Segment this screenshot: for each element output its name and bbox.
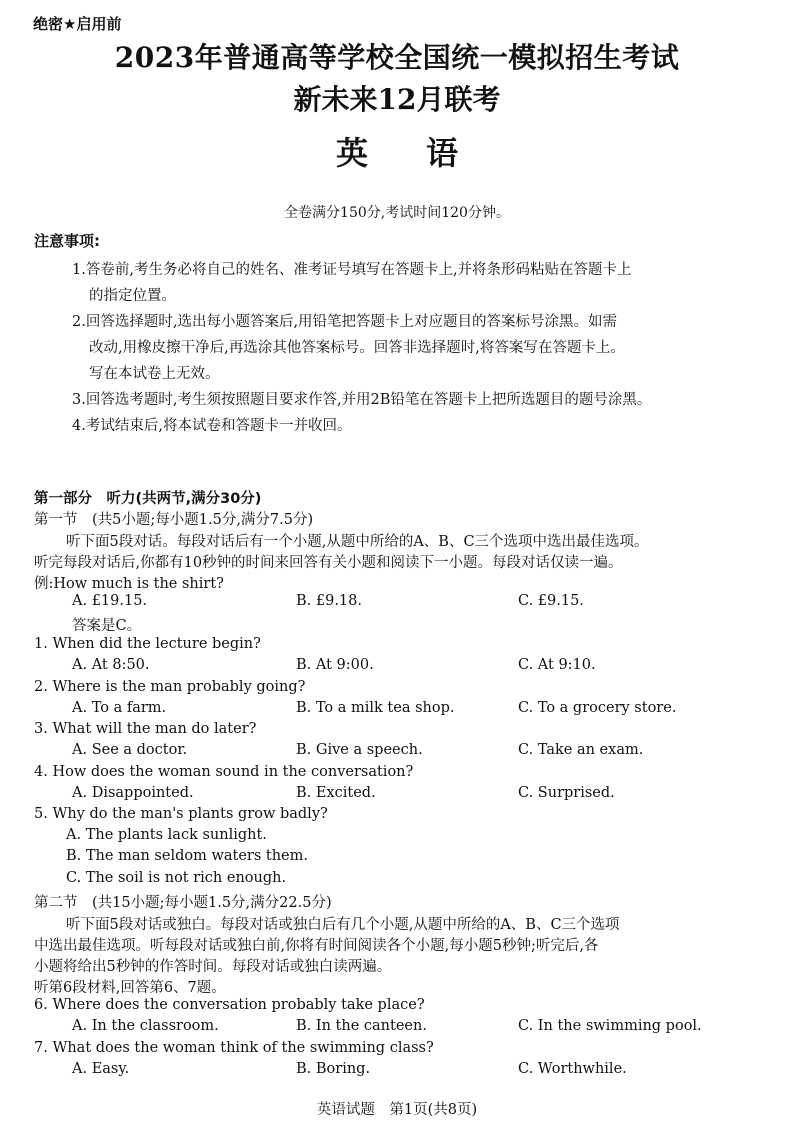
option-c: C. In the swimming pool. bbox=[518, 1018, 702, 1034]
option-b: B. At 9:00. bbox=[296, 657, 374, 673]
option-b: B. Give a speech. bbox=[296, 742, 423, 758]
question-7: 7. What does the woman think of the swimming class? bbox=[34, 1040, 434, 1056]
option-c: C. Worthwhile. bbox=[518, 1061, 627, 1077]
option-c: C. Take an exam. bbox=[518, 742, 644, 758]
note-line: 的指定位置。 bbox=[89, 288, 176, 304]
option-a: A. In the classroom. bbox=[72, 1018, 219, 1034]
question-1: 1. When did the lecture begin? bbox=[34, 636, 261, 652]
section1-instruction: 听完每段对话后,你都有10秒钟的时间来回答有关小题和阅读下一小题。每段对话仅读一遍。 bbox=[34, 555, 623, 571]
section2-heading: 第二节 (共15小题;每小题1.5分,满分22.5分) bbox=[34, 895, 332, 911]
option-a: A. See a doctor. bbox=[72, 742, 188, 758]
section1-heading: 第一节 (共5小题;每小题1.5分,满分7.5分) bbox=[34, 512, 314, 528]
option-c: C. Surprised. bbox=[518, 785, 615, 801]
note-line: 3.回答选考题时,考生须按照题目要求作答,并用2B铅笔在答题卡上把所选题目的题号涂黑。 bbox=[72, 392, 652, 408]
question-3: 3. What will the man do later? bbox=[34, 721, 257, 737]
option-a: A. The plants lack sunlight. bbox=[66, 827, 267, 843]
question-5: 5. Why do the man's plants grow badly? bbox=[34, 806, 328, 822]
option-b: B. Boring. bbox=[296, 1061, 371, 1077]
question-4: 4. How does the woman sound in the conversation? bbox=[34, 764, 414, 780]
note-line: 改动,用橡皮擦干净后,再选涂其他答案标号。回答非选择题时,将答案写在答题卡上。 bbox=[89, 340, 625, 356]
option-b: B. In the canteen. bbox=[296, 1018, 427, 1034]
example-answer: 答案是C。 bbox=[72, 618, 142, 634]
note-line: 4.考试结束后,将本试卷和答题卡一并收回。 bbox=[72, 418, 352, 434]
section2-instruction: 中选出最佳选项。听每段对话或独白前,你将有时间阅读各个小题,每小题5秒钟;听完后,各 bbox=[34, 938, 599, 954]
section2-instruction: 小题将给出5秒钟的作答时间。每段对话或独白读两遍。 bbox=[34, 959, 392, 975]
option-c: C. At 9:10. bbox=[518, 657, 596, 673]
option-b: B. To a milk tea shop. bbox=[296, 700, 455, 716]
option-a: A. £19.15. bbox=[72, 593, 148, 609]
option-b: B. The man seldom waters them. bbox=[66, 848, 308, 864]
option-c: C. £9.15. bbox=[518, 593, 584, 609]
example-question: 例:How much is the shirt? bbox=[34, 576, 224, 592]
option-b: B. £9.18. bbox=[296, 593, 362, 609]
subject-title: 英语 bbox=[335, 134, 516, 172]
note-line: 1.答卷前,考生务必将自己的姓名、准考证号填写在答题卡上,并将条形码粘贴在答题卡上 bbox=[72, 262, 632, 278]
question-2: 2. Where is the man probably going? bbox=[34, 679, 306, 695]
score-info: 全卷满分150分,考试时间120分钟。 bbox=[284, 205, 510, 221]
exam-title: 2023年普通高等学校全国统一模拟招生考试 bbox=[114, 41, 680, 74]
option-c: C. The soil is not rich enough. bbox=[66, 870, 287, 886]
confidential-label: 绝密★启用前 bbox=[33, 15, 122, 33]
notes-heading: 注意事项: bbox=[34, 232, 100, 250]
section2-instruction: 听下面5段对话或独白。每段对话或独白后有几个小题,从题中所给的A、B、C三个选项 bbox=[66, 917, 620, 933]
material-label: 听第6段材料,回答第6、7题。 bbox=[34, 980, 226, 996]
option-a: A. Easy. bbox=[72, 1061, 130, 1077]
option-b: B. Excited. bbox=[296, 785, 376, 801]
question-6: 6. Where does the conversation probably take place? bbox=[34, 997, 425, 1013]
option-c: C. To a grocery store. bbox=[518, 700, 677, 716]
note-line: 2.回答选择题时,选出每小题答案后,用铅笔把答题卡上对应题目的答案标号涂黑。如需 bbox=[72, 314, 618, 330]
section1-instruction: 听下面5段对话。每段对话后有一个小题,从题中所给的A、B、C三个选项中选出最佳选项。 bbox=[66, 534, 649, 550]
part-heading: 第一部分 听力(共两节,满分30分) bbox=[34, 491, 262, 507]
option-a: A. At 8:50. bbox=[72, 657, 150, 673]
exam-subtitle: 新未来12月联考 bbox=[293, 83, 501, 116]
page-footer: 英语试题 第1页(共8页) bbox=[316, 1102, 478, 1118]
option-a: A. To a farm. bbox=[72, 700, 167, 716]
option-a: A. Disappointed. bbox=[72, 785, 194, 801]
note-line: 写在本试卷上无效。 bbox=[89, 366, 220, 382]
